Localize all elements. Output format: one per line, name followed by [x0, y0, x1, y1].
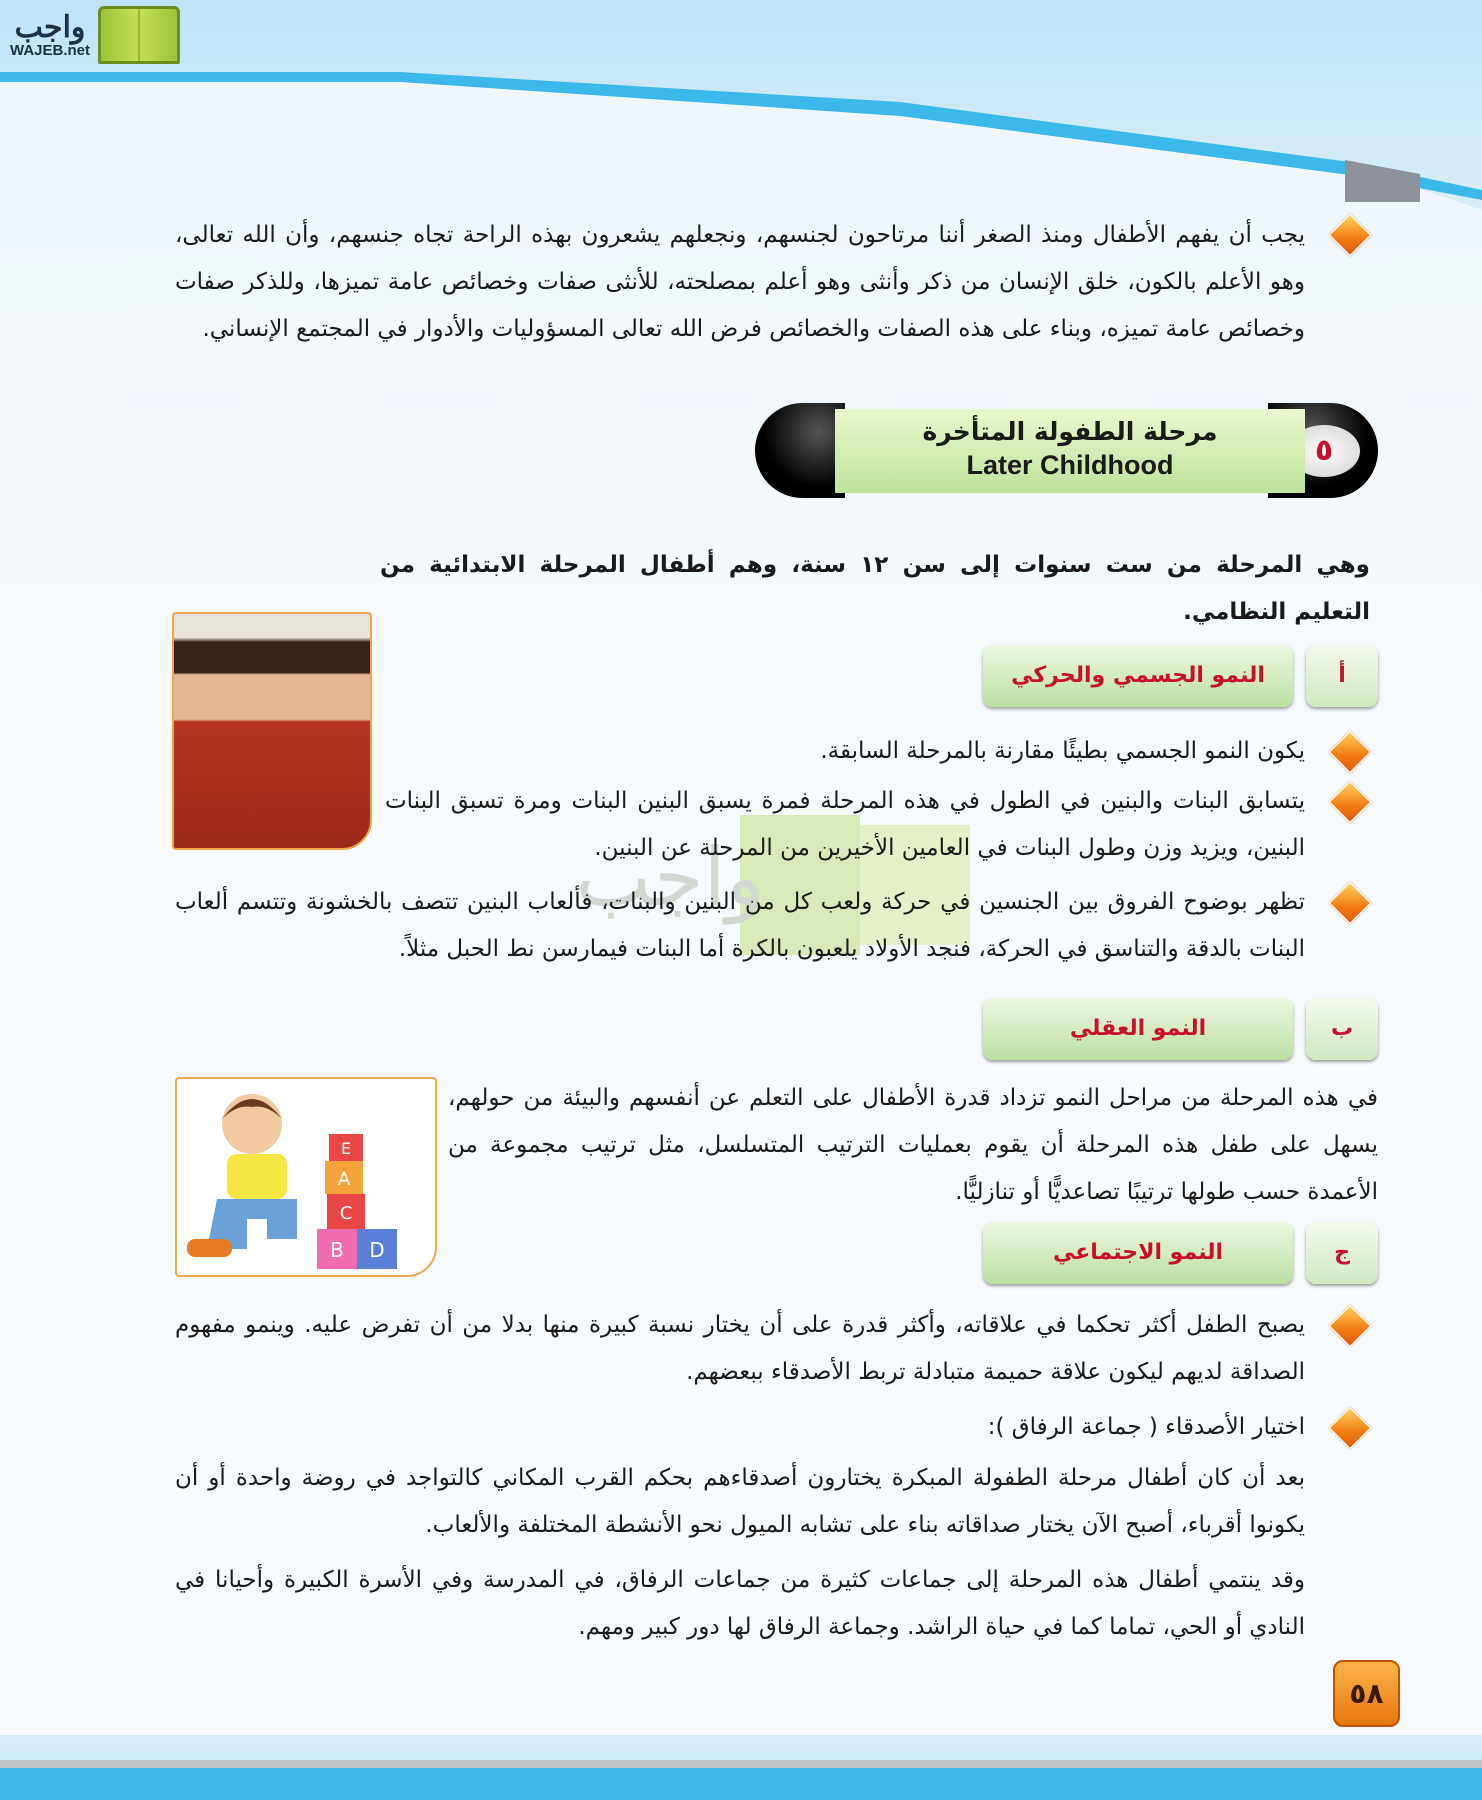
- logo-arabic: واجب: [14, 10, 86, 44]
- svg-text:C: C: [339, 1203, 353, 1224]
- social-paragraph: وقد ينتمي أطفال هذه المرحلة إلى جماعات كثيرة من جماعات الرفاق، في المدرسة وفي الأسرة الكبيرة وأحيانا في النادي أو الحي، تماما كما في حياة الراشد. وجماعة الرفاق لها دور كبير ومهم.: [175, 1567, 1305, 1640]
- bullet-diamond-icon: [1329, 214, 1371, 256]
- footer-stripe: [0, 1768, 1482, 1800]
- bullet-text: يكون النمو الجسمي بطيئًا مقارنة بالمرحلة السابقة.: [820, 738, 1305, 764]
- section-title-en: Later Childhood: [966, 450, 1174, 480]
- svg-text:B: B: [330, 1238, 344, 1262]
- section-banner: [755, 403, 1378, 498]
- wajeb-logo[interactable]: [10, 6, 180, 64]
- page-number: ٥٨: [1333, 1660, 1400, 1727]
- svg-text:A: A: [337, 1169, 351, 1190]
- svg-text:D: D: [369, 1238, 385, 1262]
- bullet-diamond-icon: [1329, 882, 1371, 924]
- subheading-b: النمو العقلي ب: [983, 998, 1378, 1060]
- social-paragraph: بعد أن كان أطفال مرحلة الطفولة المبكرة يختارون أصدقاءهم بحكم القرب المكاني كالتواجد في روضة واحدة أو أن يكونوا أقرباء، أصبح الآن يختار صداقاته بناء على تشابه الميول نحو الأنشطة المختلفة والألعاب.: [175, 1465, 1305, 1538]
- svg-text:E: E: [340, 1139, 352, 1158]
- section-intro: وهي المرحلة من ست سنوات إلى سن ١٢ سنة، وهم أطفال المرحلة الابتدائية من التعليم النظامي.: [380, 552, 1370, 625]
- girl-photo: [172, 612, 372, 850]
- intro-paragraph: يجب أن يفهم الأطفال ومنذ الصغر أننا مرتاحون لجنسهم، ونجعلهم يشعرون بهذه الراحة تجاه جنسهم، وأن الله تعالى، وهو الأعلم بالكون، خلق الإنسان من ذكر وأنثى وهو أعلم بمصلحته، للأنثى صفات وخصائص عامة تميزها، وللذكر صفات وخصائص عامة تميزه، وبناء على هذه الصفات والخصائص فرض الله تعالى المسؤوليات والأدوار في المجتمع الإنساني.: [175, 222, 1305, 342]
- bullet-text: يصبح الطفل أكثر تحكما في علاقاته، وأكثر قدرة على أن يختار نسبة كبيرة منها بدلا من أن تفرض عليه. وينمو مفهوم الصداقة لديهم ليكون علاقة حميمة متبادلة تربط الأصدقاء ببعضهم.: [175, 1312, 1305, 1385]
- bullet-diamond-icon: [1329, 731, 1371, 773]
- bullet-diamond-icon: [1329, 1305, 1371, 1347]
- subheading-c: النمو الاجتماعي ج: [983, 1222, 1378, 1284]
- cognitive-paragraph: في هذه المرحلة من مراحل النمو تزداد قدرة الأطفال على التعلم عن أنفسهم والبيئة من حولهم، يسهل على طفل هذه المرحلة أن يقوم بعمليات الترتيب المتسلسل، مثل ترتيب مجموعة من الأعمدة حسب طولها ترتيبًا تصاعديًّا أو تنازليًّا.: [448, 1085, 1378, 1205]
- bullet-text: تظهر بوضوح الفروق بين الجنسين في حركة ولعب كل من البنين والبنات، فألعاب البنين تتصف بالخشونة وتتسم ألعاب البنات بالدقة والتناسق في الحركة، فنجد الأولاد يلعبون بالكرة أما البنات فيمارسن نط الحبل مثلاً.: [175, 889, 1305, 962]
- bullet-diamond-icon: [1329, 781, 1371, 823]
- section-title-ar: مرحلة الطفولة المتأخرة: [922, 417, 1218, 446]
- bullet-diamond-icon: [1329, 1407, 1371, 1449]
- subheading-a: النمو الجسمي والحركي أ: [983, 645, 1378, 707]
- section-number: ٥: [1288, 425, 1360, 477]
- bullet-text: يتسابق البنات والبنين في الطول في هذه المرحلة فمرة يسبق البنين البنات ومرة تسبق البنات البنين، ويزيد وزن وطول البنات في العامين الأخيرين من المرحلة عن البنين.: [385, 788, 1305, 861]
- logo-english: WAJEB.net: [10, 41, 91, 59]
- svg-text:واجب: واجب: [575, 831, 765, 924]
- book-icon: [98, 6, 180, 64]
- boy-blocks-illustration: [175, 1077, 437, 1277]
- bullet-text: اختيار الأصدقاء ( جماعة الرفاق ):: [987, 1414, 1305, 1440]
